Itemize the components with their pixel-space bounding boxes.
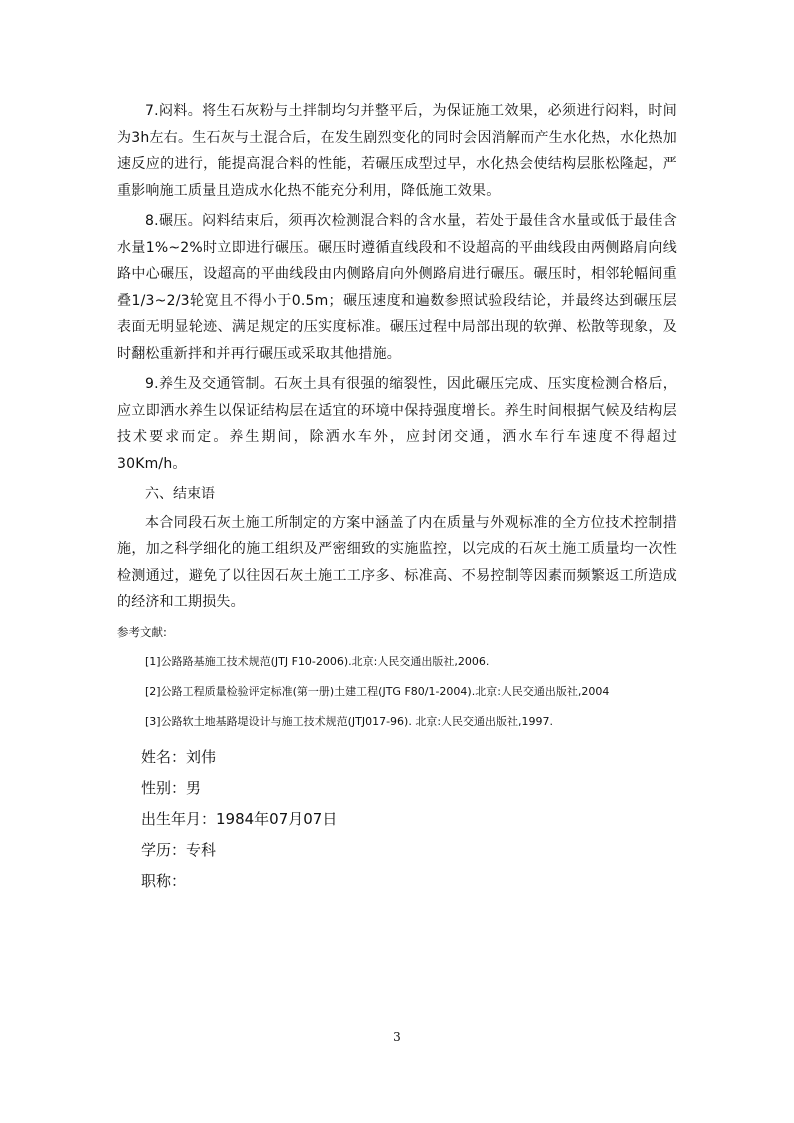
- reference-item: [1]公路路基施工技术规范(JTJ F10-2006).北京:人民交通出版社,2006.: [145, 654, 490, 668]
- author-name: 姓名：刘伟: [141, 747, 217, 766]
- conclusion-heading: 六、结束语: [145, 486, 215, 502]
- paragraph-compaction: 8.碾压。闷料结束后，须再次检测混合料的含水量，若处于最佳含水量或低于最佳含水量1%~2%时立即进行碾压。碾压时遵循直线段和不设超高的平曲线段由两侧路肩向线路中心碾压，设超高的平曲线段由内侧路肩向外侧路肩进行碾压。碾压时，相邻轮幅间重叠1/3~2/3轮宽且不得小于0.5m；碾压速度和遍数参照试验段结论，并最终达到碾压层表面无明显轮迹、满足规定的压实度标准。碾压过程中局部出现的软弹、松散等现象，及时翻松重新拌和并再行碾压或采取其他措施。: [117, 213, 677, 362]
- reference-item: [3]公路软土地基路堤设计与施工技术规范(JTJ017-96). 北京:人民交通出版社,1997.: [145, 714, 554, 728]
- page-content: [117, 98, 677, 897]
- author-info: [117, 742, 677, 897]
- references-title: 参考文献:: [117, 624, 167, 639]
- reference-item: [2]公路工程质量检验评定标准(第一册)土建工程(JTG F80/1-2004).北京:人民交通出版社,2004: [145, 684, 610, 698]
- paragraph-maintenance: 9.养生及交通管制。石灰土具有很强的缩裂性，因此碾压完成、压实度检测合格后，应立即洒水养生以保证结构层在适宜的环境中保持强度增长。养生时间根据气候及结构层技术要求而定。养生期间，除洒水车外，应封闭交通，洒水车行车速度不得超过30Km/h。: [117, 376, 677, 472]
- author-birth: 出生年月：1984年07月07日: [141, 809, 338, 828]
- page-number: 3: [393, 1030, 401, 1044]
- conclusion-paragraph: 本合同段石灰土施工所制定的方案中涵盖了内在质量与外观标准的全方位技术控制措施，加之科学细化的施工组织及严密细致的实施监控，以完成的石灰土施工质量均一次性检测通过，避免了以往因石灰土施工工序多、标准高、不易控制等因素而频繁返工所造成的经济和工期损失。: [117, 514, 677, 610]
- author-title: 职称：: [141, 871, 187, 890]
- author-education: 学历：专科: [141, 840, 217, 859]
- paragraph-curing-stuffy: 7.闷料。将生石灰粉与土拌制均匀并整平后，为保证施工效果，必须进行闷料，时间为3h左右。生石灰与土混合后，在发生剧烈变化的同时会因消解而产生水化热，水化热加速反应的进行，能提高混合料的性能，若碾压成型过早，水化热会使结构层胀松隆起，严重影响施工质量且造成水化热不能充分利用，降低施工效果。: [117, 103, 677, 199]
- author-gender: 性别：男: [141, 778, 202, 797]
